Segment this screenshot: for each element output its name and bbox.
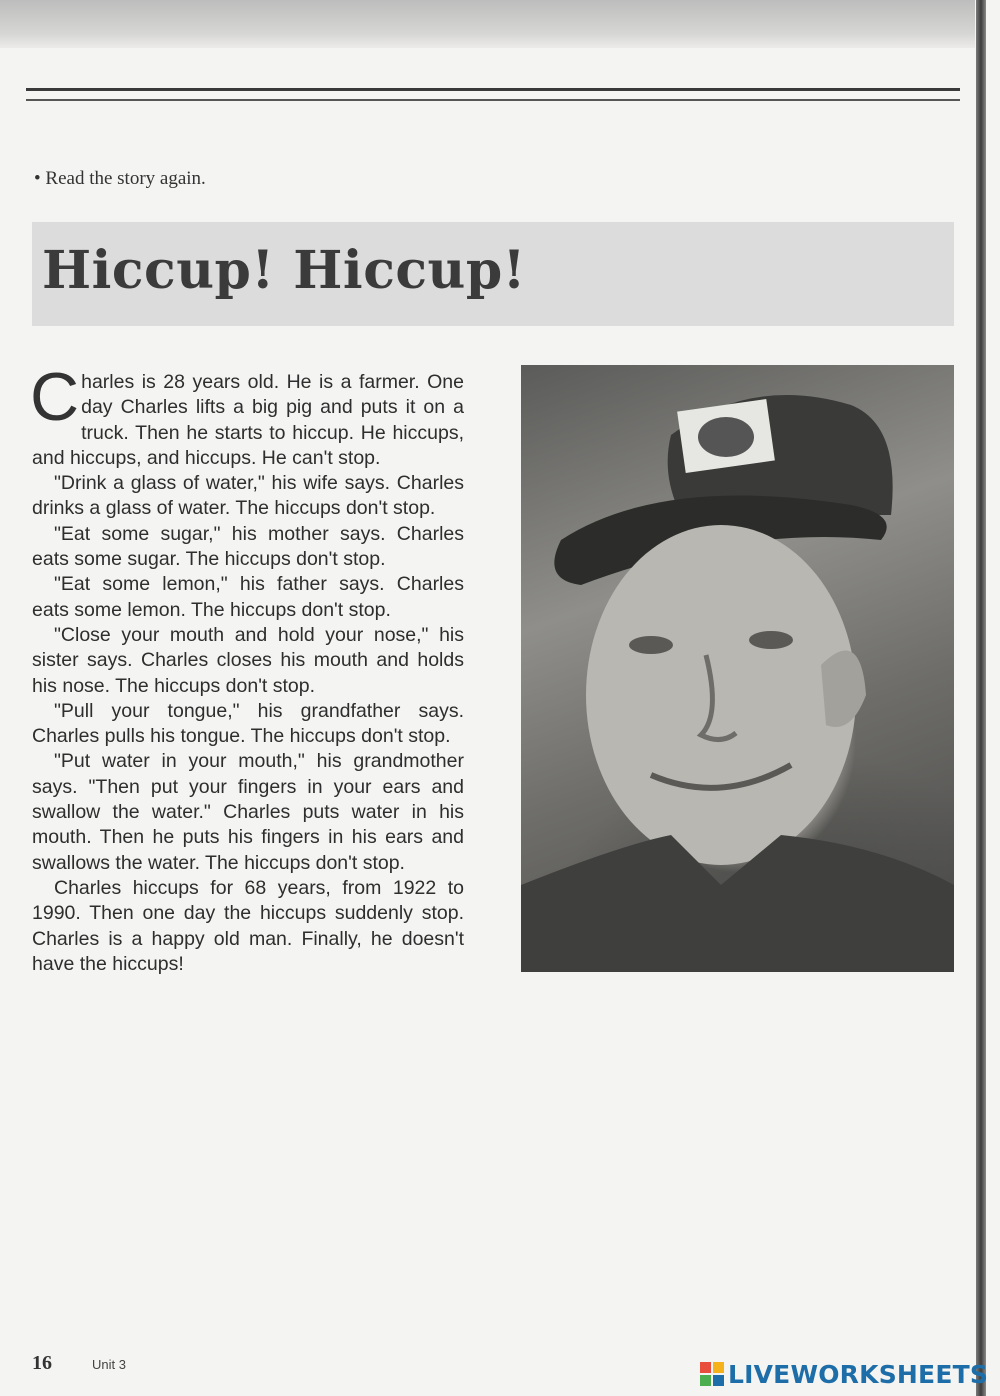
story-paragraph-4: "Eat some lemon," his father says. Charles eats some lemon. The hiccups don't stop. — [32, 573, 464, 621]
liveworksheets-logo-text: LIVEWORKSHEETS — [728, 1359, 989, 1389]
story-paragraph-1-text: harles is 28 years old. He is a farmer. One day Charles lifts a big pig and puts it on a truck. Then he starts to hiccup. He hiccups, and hiccups, and hiccups. He can't stop. — [32, 371, 464, 469]
page-edge-binding — [976, 0, 986, 1396]
page-title: Hiccup! Hiccup! — [42, 240, 527, 301]
title-band — [32, 222, 954, 326]
story-paragraph-3: "Eat some sugar," his mother says. Charles eats some sugar. The hiccups don't stop. — [32, 522, 464, 571]
top-scan-shadow — [0, 0, 975, 48]
story-paragraph-7: "Put water in your mouth," his grandmother says. "Then put your fingers in your ears and swallow the water." Charles puts water in his mouth. Then he puts his fingers in his ears and swallows the water. The hiccups don't stop. — [32, 750, 464, 874]
story-paragraph-8: Charles hiccups for 68 years, from 1922 to 1990. Then one day the hiccups suddenly stop. Charles is a happy old man. Finally, he doesn't have the hiccups! — [32, 876, 464, 975]
story-paragraph-6: "Pull your tongue," his grandfather says. Charles pulls his tongue. The hiccups don't stop. — [32, 699, 464, 748]
instruction-text: • Read the story again. — [34, 168, 206, 189]
story-paragraph-5: "Close your mouth and hold your nose," his sister says. Charles closes his mouth and holds his nose. The hiccups don't stop. — [32, 623, 464, 697]
logo-square-red — [700, 1362, 711, 1373]
story-text — [30, 359, 464, 977]
page-number: 16 — [32, 1352, 52, 1374]
photo-illustration — [521, 365, 954, 972]
photo-old-man-in-cap — [521, 365, 954, 972]
logo-square-yellow — [713, 1362, 724, 1373]
liveworksheets-logo-icon — [700, 1362, 724, 1386]
logo-square-blue — [713, 1375, 724, 1386]
drop-cap: C — [30, 359, 80, 435]
unit-label: Unit 3 — [92, 1357, 126, 1372]
liveworksheets-watermark — [700, 1358, 988, 1390]
story-paragraph-1 — [30, 359, 464, 471]
header-rule-thick — [26, 88, 960, 91]
story-paragraph-2: "Drink a glass of water," his wife says. Charles drinks a glass of water. The hiccups don't stop. — [32, 472, 464, 520]
header-rule-thin — [26, 99, 960, 101]
logo-square-green — [700, 1375, 711, 1386]
